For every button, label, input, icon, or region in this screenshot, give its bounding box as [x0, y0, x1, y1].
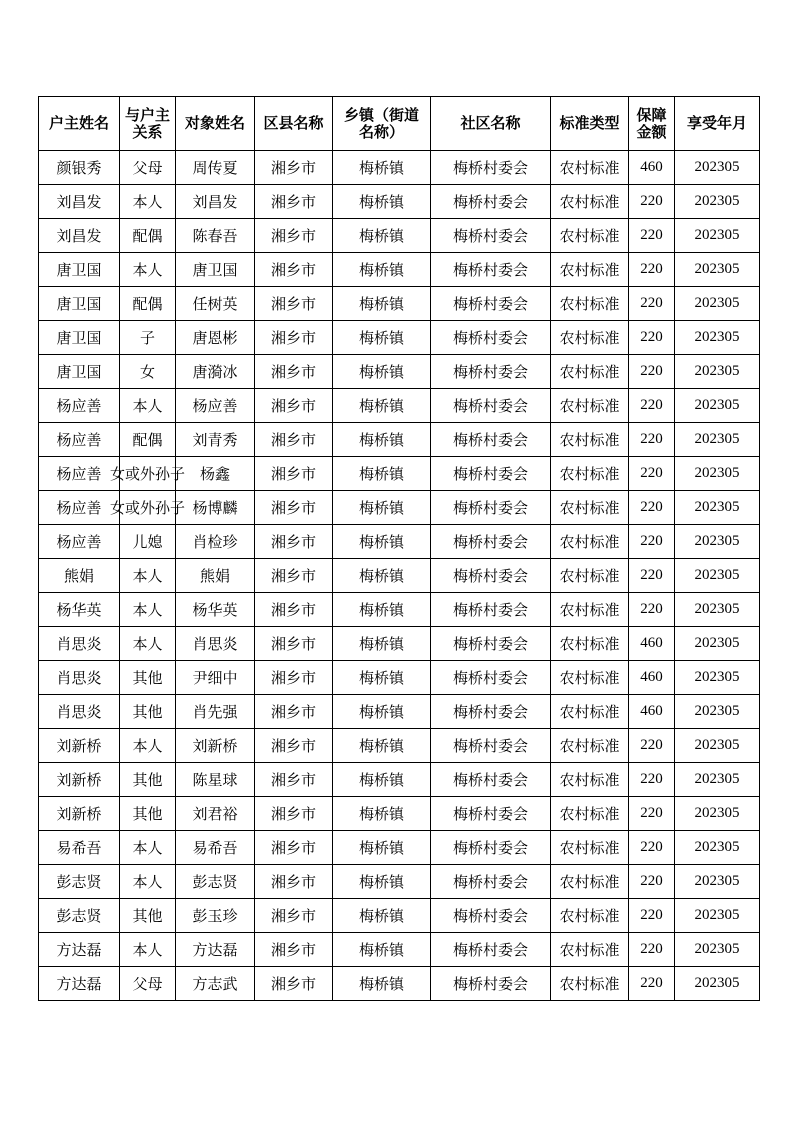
cell-county: 湘乡市	[255, 661, 333, 695]
table-row	[39, 797, 760, 831]
cell-householder: 杨华英	[39, 593, 120, 627]
cell-relation-text: 女或外孙子	[109, 465, 185, 483]
cell-relation: 本人	[120, 627, 176, 661]
cell-householder: 刘新桥	[39, 797, 120, 831]
cell-amount: 220	[629, 933, 675, 967]
cell-householder: 杨应善	[39, 389, 120, 423]
cell-householder: 肖思炎	[39, 661, 120, 695]
cell-subject: 肖检珍	[176, 525, 255, 559]
table-row	[39, 661, 760, 695]
cell-month: 202305	[675, 389, 760, 423]
cell-relation: 其他	[120, 763, 176, 797]
cell-county: 湘乡市	[255, 355, 333, 389]
cell-standard-type: 农村标准	[551, 593, 629, 627]
cell-subject: 杨博麟	[176, 491, 255, 525]
cell-householder: 彭志贤	[39, 899, 120, 933]
cell-town: 梅桥镇	[333, 559, 431, 593]
cell-county: 湘乡市	[255, 491, 333, 525]
cell-county: 湘乡市	[255, 899, 333, 933]
cell-month: 202305	[675, 831, 760, 865]
cell-town: 梅桥镇	[333, 967, 431, 1001]
cell-householder: 肖思炎	[39, 627, 120, 661]
cell-relation	[109, 491, 185, 525]
cell-county: 湘乡市	[255, 559, 333, 593]
cell-householder: 方达磊	[39, 933, 120, 967]
cell-relation: 配偶	[120, 423, 176, 457]
cell-town: 梅桥镇	[333, 695, 431, 729]
cell-amount: 220	[629, 865, 675, 899]
header-householder: 户主姓名	[39, 97, 120, 151]
cell-month: 202305	[675, 627, 760, 661]
cell-month: 202305	[675, 933, 760, 967]
table-row	[39, 423, 760, 457]
cell-subject: 唐卫国	[176, 253, 255, 287]
header-county: 区县名称	[255, 97, 333, 151]
cell-householder: 易希吾	[39, 831, 120, 865]
cell-relation: 其他	[120, 899, 176, 933]
header-community: 社区名称	[431, 97, 551, 151]
cell-householder: 熊娟	[39, 559, 120, 593]
cell-month: 202305	[675, 695, 760, 729]
cell-subject: 杨鑫	[176, 457, 255, 491]
cell-community: 梅桥村委会	[431, 287, 551, 321]
table-row	[39, 695, 760, 729]
cell-amount: 220	[629, 797, 675, 831]
cell-subject: 唐漪冰	[176, 355, 255, 389]
cell-community: 梅桥村委会	[431, 899, 551, 933]
table-row	[39, 151, 760, 185]
cell-subject: 刘青秀	[176, 423, 255, 457]
cell-householder: 杨应善	[39, 457, 120, 491]
cell-relation: 配偶	[120, 219, 176, 253]
cell-month: 202305	[675, 457, 760, 491]
cell-month: 202305	[675, 593, 760, 627]
cell-community: 梅桥村委会	[431, 593, 551, 627]
cell-community: 梅桥村委会	[431, 457, 551, 491]
cell-relation: 子	[120, 321, 176, 355]
cell-standard-type: 农村标准	[551, 457, 629, 491]
table-row	[39, 593, 760, 627]
cell-standard-type: 农村标准	[551, 253, 629, 287]
cell-town: 梅桥镇	[333, 287, 431, 321]
cell-subject: 陈星球	[176, 763, 255, 797]
cell-town: 梅桥镇	[333, 185, 431, 219]
cell-county: 湘乡市	[255, 831, 333, 865]
cell-community: 梅桥村委会	[431, 729, 551, 763]
cell-county: 湘乡市	[255, 253, 333, 287]
cell-standard-type: 农村标准	[551, 559, 629, 593]
cell-subject: 任树英	[176, 287, 255, 321]
header-relation-line2: 关系	[132, 122, 163, 141]
cell-householder: 方达磊	[39, 967, 120, 1001]
cell-subject: 杨应善	[176, 389, 255, 423]
cell-amount: 220	[629, 457, 675, 491]
header-town-line1: 乡镇（街道	[343, 105, 419, 124]
cell-month: 202305	[675, 355, 760, 389]
cell-standard-type: 农村标准	[551, 219, 629, 253]
cell-amount: 460	[629, 661, 675, 695]
cell-community: 梅桥村委会	[431, 797, 551, 831]
table-body	[39, 151, 760, 1001]
cell-county: 湘乡市	[255, 389, 333, 423]
cell-standard-type: 农村标准	[551, 185, 629, 219]
cell-amount: 220	[629, 899, 675, 933]
cell-subject: 方达磊	[176, 933, 255, 967]
cell-standard-type: 农村标准	[551, 661, 629, 695]
cell-relation: 本人	[120, 865, 176, 899]
cell-householder: 唐卫国	[39, 287, 120, 321]
cell-community: 梅桥村委会	[431, 253, 551, 287]
cell-amount: 460	[629, 151, 675, 185]
cell-subject: 刘昌发	[176, 185, 255, 219]
table-row	[39, 831, 760, 865]
table-row	[39, 457, 760, 491]
cell-relation: 父母	[120, 151, 176, 185]
table-row	[39, 389, 760, 423]
cell-householder: 刘新桥	[39, 763, 120, 797]
cell-month: 202305	[675, 729, 760, 763]
cell-town: 梅桥镇	[333, 389, 431, 423]
cell-community: 梅桥村委会	[431, 219, 551, 253]
cell-community: 梅桥村委会	[431, 865, 551, 899]
cell-householder: 唐卫国	[39, 321, 120, 355]
cell-town: 梅桥镇	[333, 525, 431, 559]
cell-subject: 肖先强	[176, 695, 255, 729]
cell-county: 湘乡市	[255, 695, 333, 729]
cell-month: 202305	[675, 253, 760, 287]
cell-subject: 周传夏	[176, 151, 255, 185]
cell-town: 梅桥镇	[333, 457, 431, 491]
cell-county: 湘乡市	[255, 321, 333, 355]
table-header-row	[39, 97, 760, 151]
cell-standard-type: 农村标准	[551, 287, 629, 321]
cell-standard-type: 农村标准	[551, 389, 629, 423]
cell-standard-type: 农村标准	[551, 355, 629, 389]
table-row	[39, 899, 760, 933]
cell-town: 梅桥镇	[333, 491, 431, 525]
cell-town: 梅桥镇	[333, 899, 431, 933]
cell-county: 湘乡市	[255, 763, 333, 797]
cell-relation: 本人	[120, 559, 176, 593]
cell-subject: 刘新桥	[176, 729, 255, 763]
cell-subject: 陈春吾	[176, 219, 255, 253]
cell-subject: 刘君裕	[176, 797, 255, 831]
cell-community: 梅桥村委会	[431, 423, 551, 457]
cell-month: 202305	[675, 865, 760, 899]
table-row	[39, 729, 760, 763]
cell-amount: 220	[629, 389, 675, 423]
cell-month: 202305	[675, 151, 760, 185]
cell-month: 202305	[675, 661, 760, 695]
cell-month: 202305	[675, 219, 760, 253]
cell-community: 梅桥村委会	[431, 661, 551, 695]
cell-standard-type: 农村标准	[551, 729, 629, 763]
cell-town: 梅桥镇	[333, 151, 431, 185]
cell-month: 202305	[675, 185, 760, 219]
cell-county: 湘乡市	[255, 287, 333, 321]
cell-community: 梅桥村委会	[431, 525, 551, 559]
cell-subject: 彭志贤	[176, 865, 255, 899]
cell-standard-type: 农村标准	[551, 933, 629, 967]
cell-standard-type: 农村标准	[551, 763, 629, 797]
cell-relation: 女	[120, 355, 176, 389]
cell-county: 湘乡市	[255, 423, 333, 457]
cell-town: 梅桥镇	[333, 593, 431, 627]
cell-month: 202305	[675, 287, 760, 321]
cell-town: 梅桥镇	[333, 831, 431, 865]
cell-standard-type: 农村标准	[551, 423, 629, 457]
cell-town: 梅桥镇	[333, 933, 431, 967]
cell-relation: 本人	[120, 389, 176, 423]
cell-subject: 熊娟	[176, 559, 255, 593]
cell-householder: 颜银秀	[39, 151, 120, 185]
table-row	[39, 559, 760, 593]
cell-month: 202305	[675, 423, 760, 457]
cell-relation: 配偶	[120, 287, 176, 321]
header-amount-line1: 保障	[636, 105, 667, 124]
cell-standard-type: 农村标准	[551, 831, 629, 865]
table-row	[39, 627, 760, 661]
cell-amount: 220	[629, 763, 675, 797]
cell-community: 梅桥村委会	[431, 763, 551, 797]
cell-amount: 220	[629, 559, 675, 593]
cell-county: 湘乡市	[255, 219, 333, 253]
cell-amount: 220	[629, 831, 675, 865]
table-row	[39, 865, 760, 899]
cell-amount: 220	[629, 219, 675, 253]
table-row	[39, 219, 760, 253]
cell-amount: 220	[629, 593, 675, 627]
cell-standard-type: 农村标准	[551, 865, 629, 899]
cell-amount: 460	[629, 695, 675, 729]
cell-amount: 220	[629, 253, 675, 287]
table-row	[39, 287, 760, 321]
cell-relation	[109, 457, 185, 491]
header-month: 享受年月	[675, 97, 760, 151]
cell-standard-type: 农村标准	[551, 151, 629, 185]
cell-amount: 220	[629, 525, 675, 559]
header-subject: 对象姓名	[176, 97, 255, 151]
cell-month: 202305	[675, 321, 760, 355]
cell-subject: 易希吾	[176, 831, 255, 865]
cell-relation-text: 女或外孙子	[109, 499, 185, 517]
cell-standard-type: 农村标准	[551, 627, 629, 661]
cell-relation: 本人	[120, 593, 176, 627]
cell-relation: 其他	[120, 695, 176, 729]
cell-county: 湘乡市	[255, 627, 333, 661]
cell-amount: 220	[629, 185, 675, 219]
cell-relation: 本人	[120, 933, 176, 967]
cell-community: 梅桥村委会	[431, 627, 551, 661]
cell-subject: 唐恩彬	[176, 321, 255, 355]
cell-county: 湘乡市	[255, 797, 333, 831]
cell-householder: 唐卫国	[39, 253, 120, 287]
cell-standard-type: 农村标准	[551, 967, 629, 1001]
beneficiary-table	[38, 96, 760, 1001]
cell-subject: 杨华英	[176, 593, 255, 627]
cell-householder: 刘昌发	[39, 185, 120, 219]
document-page	[38, 96, 760, 1001]
cell-householder: 杨应善	[39, 423, 120, 457]
cell-relation: 本人	[120, 253, 176, 287]
cell-standard-type: 农村标准	[551, 899, 629, 933]
cell-town: 梅桥镇	[333, 253, 431, 287]
cell-householder: 刘新桥	[39, 729, 120, 763]
cell-relation: 本人	[120, 831, 176, 865]
cell-householder: 杨应善	[39, 525, 120, 559]
cell-community: 梅桥村委会	[431, 559, 551, 593]
cell-relation: 儿媳	[120, 525, 176, 559]
cell-standard-type: 农村标准	[551, 797, 629, 831]
cell-subject: 尹细中	[176, 661, 255, 695]
cell-month: 202305	[675, 797, 760, 831]
cell-subject: 肖思炎	[176, 627, 255, 661]
header-standard-type: 标准类型	[551, 97, 629, 151]
cell-community: 梅桥村委会	[431, 355, 551, 389]
cell-relation: 本人	[120, 729, 176, 763]
cell-month: 202305	[675, 559, 760, 593]
header-amount	[629, 97, 675, 151]
cell-county: 湘乡市	[255, 457, 333, 491]
cell-town: 梅桥镇	[333, 729, 431, 763]
cell-month: 202305	[675, 525, 760, 559]
cell-county: 湘乡市	[255, 967, 333, 1001]
table-row	[39, 321, 760, 355]
cell-county: 湘乡市	[255, 185, 333, 219]
cell-amount: 220	[629, 355, 675, 389]
cell-amount: 220	[629, 287, 675, 321]
cell-town: 梅桥镇	[333, 763, 431, 797]
header-town-line2: 名称）	[358, 122, 404, 141]
cell-amount: 220	[629, 729, 675, 763]
cell-month: 202305	[675, 491, 760, 525]
cell-month: 202305	[675, 763, 760, 797]
cell-amount: 220	[629, 321, 675, 355]
cell-county: 湘乡市	[255, 593, 333, 627]
table-row	[39, 185, 760, 219]
cell-community: 梅桥村委会	[431, 831, 551, 865]
cell-amount: 220	[629, 491, 675, 525]
header-town	[333, 97, 431, 151]
cell-relation: 本人	[120, 185, 176, 219]
cell-community: 梅桥村委会	[431, 321, 551, 355]
cell-householder: 彭志贤	[39, 865, 120, 899]
cell-standard-type: 农村标准	[551, 695, 629, 729]
cell-community: 梅桥村委会	[431, 151, 551, 185]
cell-subject: 方志武	[176, 967, 255, 1001]
cell-householder: 唐卫国	[39, 355, 120, 389]
cell-standard-type: 农村标准	[551, 321, 629, 355]
cell-town: 梅桥镇	[333, 219, 431, 253]
cell-county: 湘乡市	[255, 151, 333, 185]
cell-amount: 460	[629, 627, 675, 661]
cell-householder: 肖思炎	[39, 695, 120, 729]
table-row	[39, 355, 760, 389]
cell-standard-type: 农村标准	[551, 491, 629, 525]
cell-subject: 彭玉珍	[176, 899, 255, 933]
cell-month: 202305	[675, 899, 760, 933]
cell-county: 湘乡市	[255, 933, 333, 967]
table-row	[39, 253, 760, 287]
header-amount-line2: 金额	[636, 122, 667, 141]
cell-relation: 其他	[120, 797, 176, 831]
cell-amount: 220	[629, 967, 675, 1001]
cell-relation: 父母	[120, 967, 176, 1001]
cell-community: 梅桥村委会	[431, 695, 551, 729]
table-row	[39, 491, 760, 525]
cell-town: 梅桥镇	[333, 627, 431, 661]
cell-community: 梅桥村委会	[431, 185, 551, 219]
cell-community: 梅桥村委会	[431, 967, 551, 1001]
cell-town: 梅桥镇	[333, 661, 431, 695]
cell-community: 梅桥村委会	[431, 389, 551, 423]
cell-community: 梅桥村委会	[431, 491, 551, 525]
cell-householder: 刘昌发	[39, 219, 120, 253]
cell-town: 梅桥镇	[333, 865, 431, 899]
cell-town: 梅桥镇	[333, 423, 431, 457]
table-row	[39, 967, 760, 1001]
cell-householder: 杨应善	[39, 491, 120, 525]
cell-community: 梅桥村委会	[431, 933, 551, 967]
header-relation-line1: 与户主	[124, 105, 170, 124]
cell-county: 湘乡市	[255, 525, 333, 559]
cell-town: 梅桥镇	[333, 321, 431, 355]
cell-town: 梅桥镇	[333, 797, 431, 831]
cell-month: 202305	[675, 967, 760, 1001]
cell-relation: 其他	[120, 661, 176, 695]
header-relation	[120, 97, 176, 151]
table-row	[39, 525, 760, 559]
cell-standard-type: 农村标准	[551, 525, 629, 559]
table-row	[39, 933, 760, 967]
table-row	[39, 763, 760, 797]
cell-county: 湘乡市	[255, 729, 333, 763]
cell-county: 湘乡市	[255, 865, 333, 899]
cell-amount: 220	[629, 423, 675, 457]
cell-town: 梅桥镇	[333, 355, 431, 389]
